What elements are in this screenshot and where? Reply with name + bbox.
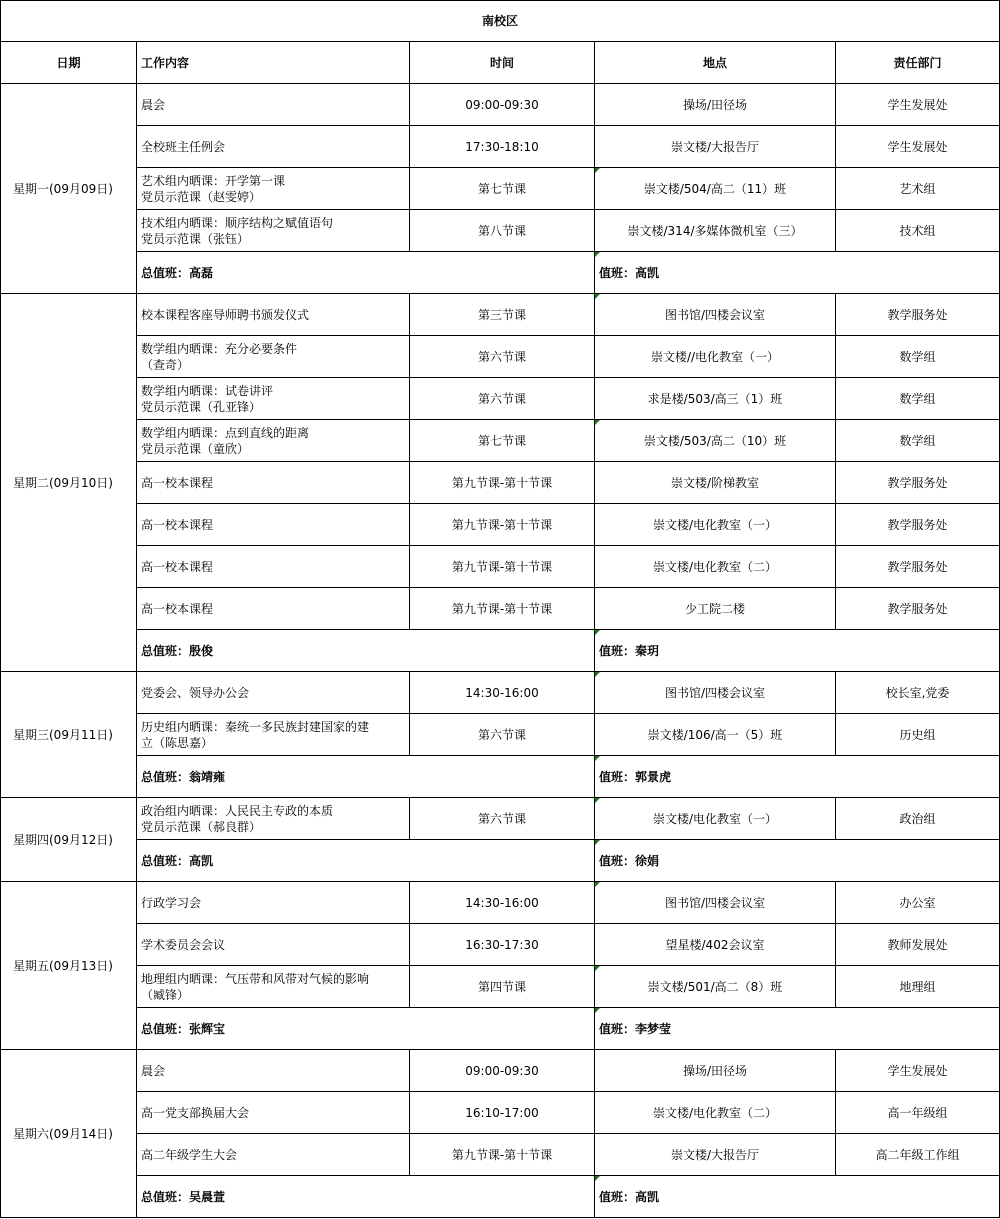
general-duty-name: 高磊 [189,265,214,280]
content-cell [137,798,410,840]
dept-cell: 技术组 [836,210,1000,252]
duty-name: 高凯 [635,265,660,280]
time-cell: 第九节课-第十节课 [410,462,595,504]
content-cell [137,504,410,546]
duty-row [1,756,1000,798]
content-line: 党员示范课（郝良群） [141,819,262,834]
table-row [1,588,1000,630]
duty-name: 高凯 [635,1189,660,1204]
content-line: 高一校本课程 [141,475,214,490]
place-cell: 图书馆/四楼会议室 [595,672,836,714]
content-cell [137,462,410,504]
table-row [1,294,1000,336]
header-place: 地点 [595,42,836,84]
place-cell: 崇文楼/大报告厅 [595,1134,836,1176]
place-cell: 图书馆/四楼会议室 [595,294,836,336]
table-row [1,378,1000,420]
duty-row [1,630,1000,672]
duty-name: 李梦莹 [635,1021,672,1036]
table-row [1,504,1000,546]
place-cell: 操场/田径场 [595,1050,836,1092]
place-cell: 操场/田径场 [595,84,836,126]
time-cell: 第三节课 [410,294,595,336]
table-row [1,798,1000,840]
content-cell [137,546,410,588]
duty-label: 值班： [599,1189,636,1204]
header-date: 日期 [1,42,137,84]
duty-label: 值班： [599,1021,636,1036]
time-cell: 第九节课-第十节课 [410,588,595,630]
duty-row [1,252,1000,294]
general-duty-cell [137,630,595,672]
content-line: 党员示范课（孔亚锋） [141,399,262,414]
place-cell: 求是楼/503/高三（1）班 [595,378,836,420]
general-duty-name: 吴晨萱 [189,1189,226,1204]
content-cell [137,882,410,924]
dept-cell: 数学组 [836,336,1000,378]
time-cell: 09:00-09:30 [410,84,595,126]
time-cell: 17:30-18:10 [410,126,595,168]
date-cell: 星期五(09月13日) [1,882,137,1050]
content-line: （臧锋） [141,987,190,1002]
dept-cell: 教学服务处 [836,588,1000,630]
table-row [1,546,1000,588]
date-cell: 星期四(09月12日) [1,798,137,882]
duty-row [1,840,1000,882]
schedule-body [1,1,1000,1218]
place-cell: 崇文楼/501/高二（8）班 [595,966,836,1008]
general-duty-name: 张辉宝 [189,1021,226,1036]
content-cell [137,588,410,630]
table-row [1,882,1000,924]
content-cell [137,966,410,1008]
dept-cell: 教师发展处 [836,924,1000,966]
content-line: 历史组内晒课：秦统一多民族封建国家的建 [141,719,370,734]
content-cell [137,714,410,756]
content-line: 党员示范课（张钰） [141,231,250,246]
dept-cell: 教学服务处 [836,504,1000,546]
content-cell [137,336,410,378]
place-cell: 望星楼/402会议室 [595,924,836,966]
dept-cell: 教学服务处 [836,462,1000,504]
content-line: 高二年级学生大会 [141,1147,238,1162]
general-duty-cell [137,840,595,882]
duty-cell [595,252,1000,294]
general-duty-cell [137,1176,595,1218]
content-line: 党员示范课（童欣） [141,441,250,456]
duty-label: 值班： [599,853,636,868]
duty-cell [595,1176,1000,1218]
content-line: 全校班主任例会 [141,139,226,154]
duty-label: 值班： [599,769,636,784]
dept-cell: 政治组 [836,798,1000,840]
place-cell: 崇文楼/106/高一（5）班 [595,714,836,756]
content-line: 行政学习会 [141,895,202,910]
table-row [1,336,1000,378]
table-row [1,84,1000,126]
general-duty-label: 总值班： [141,265,190,280]
dept-cell: 数学组 [836,420,1000,462]
place-cell: 崇文楼/大报告厅 [595,126,836,168]
general-duty-label: 总值班： [141,1021,190,1036]
duty-row [1,1176,1000,1218]
content-cell [137,84,410,126]
table-row [1,126,1000,168]
content-cell [137,168,410,210]
general-duty-label: 总值班： [141,853,190,868]
duty-name: 徐娟 [635,853,660,868]
time-cell: 第六节课 [410,378,595,420]
dept-cell: 教学服务处 [836,546,1000,588]
place-cell: 图书馆/四楼会议室 [595,882,836,924]
place-cell: 崇文楼/电化教室（二） [595,1092,836,1134]
place-cell: 崇文楼/503/高二（10）班 [595,420,836,462]
duty-name: 郭景虎 [635,769,672,784]
dept-cell: 高一年级组 [836,1092,1000,1134]
duty-name: 秦玥 [635,643,660,658]
time-cell: 第四节课 [410,966,595,1008]
dept-cell: 地理组 [836,966,1000,1008]
content-line: 党员示范课（赵雯婷） [141,189,262,204]
place-cell: 崇文楼/504/高二（11）班 [595,168,836,210]
header-row [1,42,1000,84]
time-cell: 第六节课 [410,714,595,756]
time-cell: 第六节课 [410,798,595,840]
place-cell: 崇文楼/阶梯教室 [595,462,836,504]
table-row [1,1134,1000,1176]
general-duty-name: 殷俊 [189,643,214,658]
content-line: 技术组内晒课：顺序结构之赋值语句 [141,215,334,230]
time-cell: 14:30-16:00 [410,882,595,924]
content-line: 晨会 [141,97,166,112]
dept-cell: 办公室 [836,882,1000,924]
content-line: 晨会 [141,1063,166,1078]
dept-cell: 历史组 [836,714,1000,756]
general-duty-cell [137,1008,595,1050]
content-line: 立（陈思嘉） [141,735,214,750]
content-cell [137,1092,410,1134]
time-cell: 第六节课 [410,336,595,378]
content-line: 高一校本课程 [141,601,214,616]
place-cell: 崇文楼/电化教室（一） [595,504,836,546]
date-cell: 星期一(09月09日) [1,84,137,294]
header-dept: 责任部门 [836,42,1000,84]
general-duty-label: 总值班： [141,643,190,658]
content-line: 艺术组内晒课：开学第一课 [141,173,286,188]
dept-cell: 教学服务处 [836,294,1000,336]
content-line: 高一党支部换届大会 [141,1105,250,1120]
dept-cell: 学生发展处 [836,1050,1000,1092]
time-cell: 第七节课 [410,420,595,462]
content-line: 高一校本课程 [141,559,214,574]
content-cell [137,924,410,966]
date-cell: 星期六(09月14日) [1,1050,137,1218]
duty-cell [595,1008,1000,1050]
content-cell [137,1134,410,1176]
table-row [1,462,1000,504]
table-row [1,924,1000,966]
duty-label: 值班： [599,643,636,658]
place-cell: 崇文楼/314/多媒体微机室（三） [595,210,836,252]
content-line: 校本课程客座导师聘书颁发仪式 [141,307,310,322]
time-cell: 第九节课-第十节课 [410,1134,595,1176]
place-cell: 崇文楼/电化教室（一） [595,798,836,840]
table-row [1,168,1000,210]
place-cell: 少工院二楼 [595,588,836,630]
table-row [1,1092,1000,1134]
table-row [1,420,1000,462]
duty-row [1,1008,1000,1050]
duty-label: 值班： [599,265,636,280]
date-cell: 星期三(09月11日) [1,672,137,798]
header-time: 时间 [410,42,595,84]
content-line: 高一校本课程 [141,517,214,532]
content-cell [137,1050,410,1092]
place-cell: 崇文楼/电化教室（二） [595,546,836,588]
table-row [1,966,1000,1008]
dept-cell: 学生发展处 [836,126,1000,168]
date-cell: 星期二(09月10日) [1,294,137,672]
header-content: 工作内容 [137,42,410,84]
general-duty-name: 翁靖雍 [189,769,226,784]
content-line: 党委会、领导办公会 [141,685,250,700]
dept-cell: 高二年级工作组 [836,1134,1000,1176]
content-cell [137,294,410,336]
time-cell: 第七节课 [410,168,595,210]
dept-cell: 学生发展处 [836,84,1000,126]
content-line: 地理组内晒课：气压带和风带对气候的影响 [141,971,370,986]
content-line: 数学组内晒课：试卷讲评 [141,383,274,398]
general-duty-name: 高凯 [189,853,214,868]
time-cell: 第九节课-第十节课 [410,504,595,546]
time-cell: 第九节课-第十节课 [410,546,595,588]
table-row [1,672,1000,714]
content-cell [137,378,410,420]
content-cell [137,672,410,714]
dept-cell: 校长室,党委 [836,672,1000,714]
time-cell: 09:00-09:30 [410,1050,595,1092]
time-cell: 14:30-16:00 [410,672,595,714]
general-duty-label: 总值班： [141,769,190,784]
time-cell: 16:10-17:00 [410,1092,595,1134]
duty-cell [595,756,1000,798]
content-cell [137,420,410,462]
content-line: 数学组内晒课：点到直线的距离 [141,425,310,440]
general-duty-cell [137,756,595,798]
time-cell: 16:30-17:30 [410,924,595,966]
time-cell: 第八节课 [410,210,595,252]
general-duty-label: 总值班： [141,1189,190,1204]
content-line: 政治组内晒课：人民民主专政的本质 [141,803,334,818]
table-row [1,210,1000,252]
content-cell [137,210,410,252]
content-cell [137,126,410,168]
table-row [1,714,1000,756]
content-line: 数学组内晒课：充分必要条件 [141,341,298,356]
general-duty-cell [137,252,595,294]
dept-cell: 艺术组 [836,168,1000,210]
dept-cell: 数学组 [836,378,1000,420]
table-title: 南校区 [1,1,1000,42]
duty-cell [595,840,1000,882]
content-line: 学术委员会会议 [141,937,226,952]
table-row [1,1050,1000,1092]
place-cell: 崇文楼//电化教室（一） [595,336,836,378]
duty-cell [595,630,1000,672]
content-line: （查奇） [141,357,190,372]
